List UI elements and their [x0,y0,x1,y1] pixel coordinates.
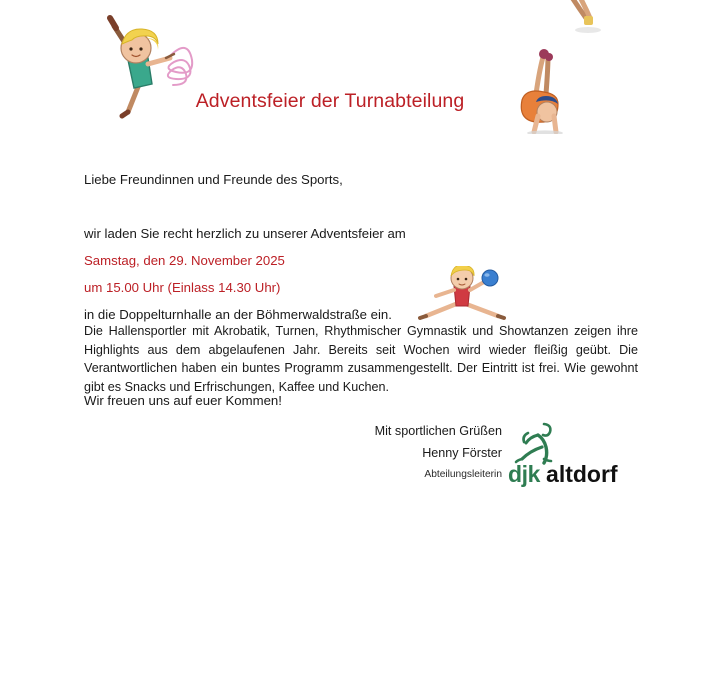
signature-role: Abteilungsleiterin [424,469,502,480]
event-description-paragraph: Die Hallensportler mit Akrobatik, Turnen, Rhythmischer Gymnastik und Showtanzen zeigen ihre Highlights aus dem abgelaufenen Jahr. Bereits seit Wochen wird wieder fleißig geübt. Die Verantwortlichen haben ein buntes Programm zusammengestellt. Der Eintritt ist frei. Wie gewohnt gibt es Snacks und Erfrischungen, Kaffee und Kuchen. [84,324,638,394]
running-figure-icon [514,421,562,465]
page-title: Adventsfeier der Turnabteilung [195,90,465,112]
signature-name: Henny Förster [422,446,502,460]
top-legs-clipart [556,0,612,40]
event-venue-line: in die Doppelturnhalle an der Böhmerwaldstraße ein. [84,307,392,322]
signature-greeting: Mit sportlichen Grüßen [374,424,502,438]
closing-line: Wir freuen uns auf euer Kommen! [84,393,282,408]
blank-line [84,193,638,220]
logo-wordmark [508,461,618,488]
letter-body [84,166,638,328]
intro-line: wir laden Sie recht herzlich zu unserer Adventsfeier am [84,226,406,241]
event-time-line: um 15.00 Uhr (Einlass 14.30 Uhr) [84,280,281,295]
logo-djk-text: djk [508,461,541,487]
signature-block [280,420,502,486]
salutation-line: Liebe Freundinnen und Freunde des Sports, [84,172,343,187]
djk-altdorf-logo [508,421,620,487]
ball-split-jump-clipart [416,266,508,324]
event-date-line: Samstag, den 29. November 2025 [84,253,285,268]
logo-altdorf-text: altdorf [546,461,618,487]
